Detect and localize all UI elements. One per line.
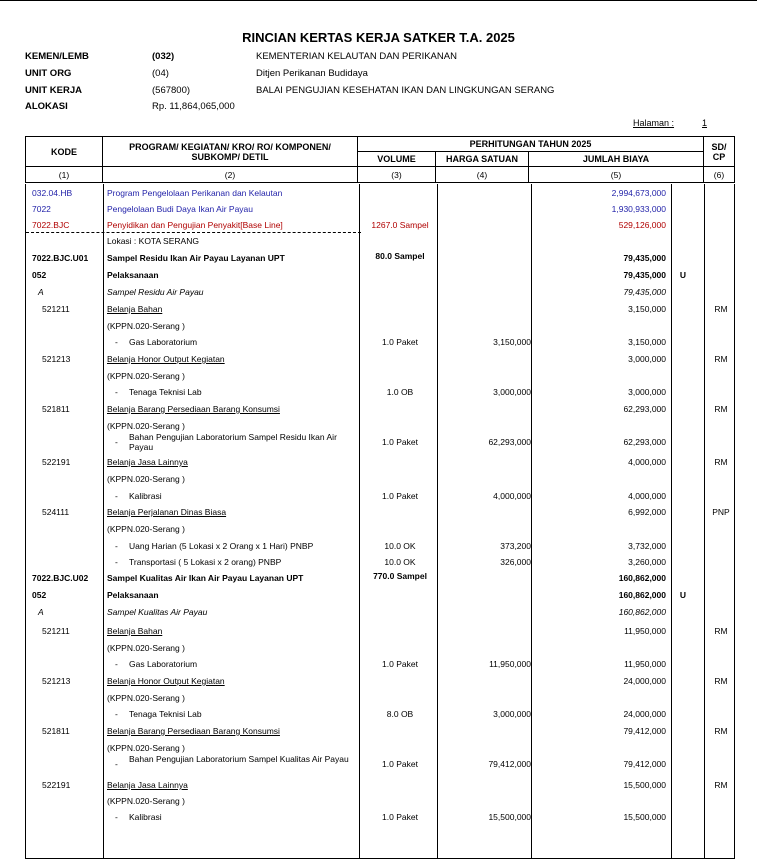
col-kode: KODE: [26, 137, 103, 167]
col-program-line1: PROGRAM/ KEGIATAN/ KRO/ RO/ KOMPONEN/: [129, 141, 331, 152]
kode-cell: 521211: [42, 304, 70, 314]
ket-cell: Belanja Bahan: [107, 304, 163, 314]
harga-cell: 3,000,000: [493, 709, 531, 719]
ket-cell: Belanja Honor Output Kegiatan: [107, 676, 225, 686]
kode-cell: A: [38, 607, 44, 617]
col-num-5: (5): [529, 167, 704, 183]
ket-cell: Sampel Kualitas Air Payau: [107, 607, 208, 617]
harga-cell: 79,412,000: [488, 759, 531, 769]
kode-cell: 052: [32, 270, 47, 280]
sd-cell: RM: [714, 676, 728, 686]
kode-cell: 052: [32, 590, 47, 600]
ket-cell: Belanja Barang Persediaan Barang Konsumsi: [107, 404, 280, 414]
jumlah-cell: 79,412,000: [623, 726, 666, 736]
ket-cell: (KPPN.020-Serang ): [107, 371, 185, 381]
jumlah-cell: 2,994,673,000: [611, 188, 666, 198]
col-jumlah: JUMLAH BIAYA: [529, 152, 704, 167]
kode-cell: 524111: [42, 507, 70, 517]
kerja-name: BALAI PENGUJIAN KESEHATAN IKAN DAN LINGKUNGAN SERANG: [256, 85, 555, 96]
kode-cell: 521811: [42, 404, 70, 414]
column-header-table: [25, 136, 735, 183]
ket-cell: Sampel Kualitas Air Ikan Air Payau Layanan UPT: [107, 573, 304, 583]
volume-cell: 80.0 Sampel: [375, 251, 425, 261]
kode-cell: 7022.BJC.U02: [32, 573, 89, 583]
detail-dash: -: [115, 541, 118, 551]
ket-cell: Bahan Pengujian Laboratorium Sampel Residu Ikan Air Payau: [129, 432, 337, 452]
kode-cell: 521213: [42, 354, 71, 364]
col-divider: [437, 184, 438, 858]
volume-cell: 1.0 OB: [386, 387, 414, 397]
jumlah-cell: 62,293,000: [623, 404, 666, 414]
org-label: UNIT ORG: [25, 68, 72, 79]
volume-cell: 1.0 Paket: [382, 337, 418, 347]
volume-cell: 770.0 Sampel: [373, 571, 427, 581]
harga-cell: 62,293,000: [488, 437, 531, 447]
col-perhitungan: PERHITUNGAN TAHUN 2025: [358, 137, 704, 152]
kemen-label: KEMEN/LEMB: [25, 51, 89, 62]
kode-cell: 521211: [42, 626, 70, 636]
detail-dash: -: [115, 491, 118, 501]
table-body: [25, 184, 735, 859]
ket-cell: Pelaksanaan: [107, 590, 159, 600]
jumlah-cell: 24,000,000: [623, 676, 666, 686]
ket-cell: (KPPN.020-Serang ): [107, 743, 185, 753]
dashed-separator: [26, 232, 361, 233]
halaman-number: 1: [702, 118, 708, 128]
detail-dash: -: [115, 709, 118, 719]
col-divider: [531, 184, 532, 858]
jumlah-cell: 3,150,000: [628, 337, 666, 347]
jumlah-cell: 529,126,000: [618, 220, 666, 230]
harga-cell: 11,950,000: [489, 659, 531, 669]
jumlah-cell: 3,150,000: [628, 304, 666, 314]
ket-cell: Penyidikan dan Pengujian Penyakit[Base Line]: [107, 220, 283, 230]
harga-cell: 373,200: [500, 541, 531, 551]
org-code: (04): [152, 68, 169, 79]
sd-cell: RM: [714, 304, 728, 314]
ket-cell: Pengelolaan Budi Daya Ikan Air Payau: [107, 204, 254, 214]
jumlah-cell: 11,950,000: [624, 659, 666, 669]
col-num-1: (1): [26, 167, 103, 183]
ket-cell: Tenaga Teknisi Lab: [129, 387, 202, 397]
jumlah-cell: 160,862,000: [618, 590, 666, 600]
jumlah-cell: 79,435,000: [623, 270, 666, 280]
ket-cell: Kalibrasi: [129, 491, 162, 501]
detail-dash: -: [115, 337, 118, 347]
ket-cell: Belanja Jasa Lainnya: [107, 780, 188, 790]
col-num-4: (4): [436, 167, 529, 183]
kemen-name: KEMENTERIAN KELAUTAN DAN PERIKANAN: [256, 51, 457, 62]
jumlah-cell: 4,000,000: [628, 457, 666, 467]
ket-cell: Lokasi : KOTA SERANG: [107, 236, 199, 246]
ket-cell: Uang Harian (5 Lokasi x 2 Orang x 1 Hari) PNBP: [129, 541, 314, 551]
detail-dash: -: [115, 812, 118, 822]
volume-cell: 8.0 OB: [386, 709, 414, 719]
kerja-code: (567800): [152, 85, 191, 96]
ket-cell: Transportasi ( 5 Lokasi x 2 orang) PNBP: [129, 557, 282, 567]
volume-cell: 1.0 Paket: [382, 437, 418, 447]
col-divider: [359, 184, 360, 858]
ket-cell: (KPPN.020-Serang ): [107, 693, 185, 703]
alokasi-value: Rp. 11,864,065,000: [152, 101, 235, 112]
kemen-code: (032): [152, 51, 175, 62]
ket-cell: Bahan Pengujian Laboratorium Sampel Kualitas Air Payau: [129, 754, 349, 764]
ket-cell: (KPPN.020-Serang ): [107, 474, 185, 484]
sd-cell: RM: [714, 626, 728, 636]
jumlah-cell: 62,293,000: [623, 437, 666, 447]
kode-cell: 7022: [32, 204, 51, 214]
harga-cell: 326,000: [500, 557, 531, 567]
harga-cell: 3,150,000: [493, 337, 531, 347]
col-divider: [671, 184, 672, 858]
col-program-line2: SUBKOMP/ DETIL: [191, 151, 269, 162]
detail-dash: -: [115, 387, 118, 397]
col-divider: [704, 184, 705, 858]
ket-cell: Gas Laboratorium: [129, 659, 198, 669]
kode-cell: 522191: [42, 457, 71, 467]
jumlah-cell: 6,992,000: [628, 507, 666, 517]
ket-cell: Belanja Perjalanan Dinas Biasa: [107, 507, 227, 517]
ket-cell: Pelaksanaan: [107, 270, 159, 280]
kode-cell: 7022.BJC: [32, 220, 70, 230]
kode-cell: 521213: [42, 676, 71, 686]
ket-cell: (KPPN.020-Serang ): [107, 321, 185, 331]
sd-cell: RM: [714, 354, 728, 364]
kode-cell: A: [38, 287, 44, 297]
detail-dash: -: [115, 437, 118, 447]
ket-cell: Program Pengelolaan Perikanan dan Kelautan: [107, 188, 283, 198]
u-marker-cell: U: [679, 270, 687, 280]
col-sd-line1: SD/: [711, 141, 727, 152]
volume-cell: 1.0 Paket: [382, 759, 418, 769]
col-sd-line2: CP: [712, 151, 726, 162]
col-harga: HARGA SATUAN: [436, 152, 529, 167]
jumlah-cell: 79,435,000: [623, 253, 666, 263]
ket-cell: (KPPN.020-Serang ): [107, 796, 185, 806]
harga-cell: 3,000,000: [493, 387, 531, 397]
harga-cell: 4,000,000: [493, 491, 531, 501]
kode-cell: 032.04.HB: [32, 188, 73, 198]
sd-cell: PNP: [712, 507, 730, 517]
ket-cell: (KPPN.020-Serang ): [107, 421, 185, 431]
jumlah-cell: 11,950,000: [624, 626, 666, 636]
alokasi-label: ALOKASI: [25, 101, 68, 112]
sd-cell: RM: [714, 726, 728, 736]
detail-dash: -: [115, 557, 118, 567]
volume-cell: 10.0 OK: [384, 541, 416, 551]
ket-cell: (KPPN.020-Serang ): [107, 524, 185, 534]
jumlah-cell: 15,500,000: [623, 780, 666, 790]
jumlah-cell: 3,000,000: [628, 354, 666, 364]
harga-cell: 15,500,000: [488, 812, 531, 822]
col-num-6: (6): [704, 167, 735, 183]
volume-cell: 1267.0 Sampel: [371, 220, 429, 230]
jumlah-cell: 4,000,000: [628, 491, 666, 501]
ket-cell: Tenaga Teknisi Lab: [129, 709, 202, 719]
kode-cell: 522191: [42, 780, 71, 790]
col-num-3: (3): [358, 167, 436, 183]
ket-cell: Sampel Residu Ikan Air Payau Layanan UPT: [107, 253, 285, 263]
jumlah-cell: 79,412,000: [623, 759, 666, 769]
kode-cell: 521811: [42, 726, 70, 736]
ket-cell: Belanja Jasa Lainnya: [107, 457, 188, 467]
col-program: [103, 137, 358, 167]
org-name: Ditjen Perikanan Budidaya: [256, 68, 368, 79]
page-title: RINCIAN KERTAS KERJA SATKER T.A. 2025: [242, 30, 515, 45]
ket-cell: Belanja Barang Persediaan Barang Konsumsi: [107, 726, 280, 736]
kode-cell: 7022.BJC.U01: [32, 253, 89, 263]
col-sd: [704, 137, 735, 167]
detail-dash: -: [115, 759, 118, 769]
sd-cell: RM: [714, 780, 728, 790]
u-marker-cell: U: [679, 590, 687, 600]
jumlah-cell: 1,930,933,000: [611, 204, 666, 214]
halaman-label: Halaman :: [633, 118, 675, 128]
ket-cell: Gas Laboratorium: [129, 337, 198, 347]
col-divider: [103, 184, 104, 858]
detail-dash: -: [115, 659, 118, 669]
jumlah-cell: 160,862,000: [618, 573, 666, 583]
jumlah-cell: 24,000,000: [623, 709, 666, 719]
jumlah-cell: 79,435,000: [623, 287, 666, 297]
volume-cell: 10.0 OK: [384, 557, 416, 567]
jumlah-cell: 3,000,000: [628, 387, 666, 397]
jumlah-cell: 160,862,000: [618, 607, 666, 617]
ket-cell: (KPPN.020-Serang ): [107, 643, 185, 653]
sd-cell: RM: [714, 404, 728, 414]
jumlah-cell: 15,500,000: [623, 812, 666, 822]
kerja-label: UNIT KERJA: [25, 85, 83, 96]
sd-cell: RM: [714, 457, 728, 467]
jumlah-cell: 3,732,000: [628, 541, 666, 551]
ket-cell: Sampel Residu Air Payau: [107, 287, 204, 297]
top-rule: [0, 0, 757, 1]
ket-cell: Kalibrasi: [129, 812, 162, 822]
volume-cell: 1.0 Paket: [382, 659, 418, 669]
volume-cell: 1.0 Paket: [382, 812, 418, 822]
col-volume: VOLUME: [358, 152, 436, 167]
jumlah-cell: 3,260,000: [628, 557, 666, 567]
col-num-2: (2): [103, 167, 358, 183]
ket-cell: Belanja Bahan: [107, 626, 163, 636]
volume-cell: 1.0 Paket: [382, 491, 418, 501]
ket-cell: Belanja Honor Output Kegiatan: [107, 354, 225, 364]
